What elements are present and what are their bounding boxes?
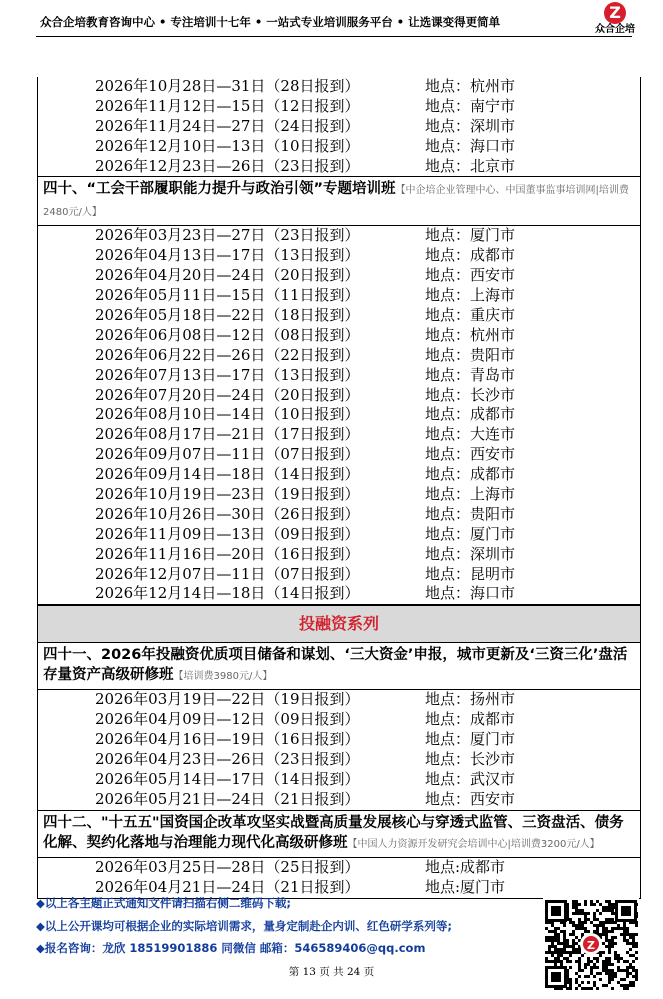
schedule-row <box>38 326 640 346</box>
logo-z-icon: Z <box>604 2 626 24</box>
schedule-row <box>38 584 640 604</box>
course-title <box>38 177 640 226</box>
schedule-date: 2026年04月13日—17日（13日报到） <box>95 246 360 265</box>
schedule-date: 2026年05月21日—24日（21日报到） <box>95 789 360 808</box>
schedule-location: 地点：青岛市 <box>425 365 516 384</box>
schedule-location: 地点：杭州市 <box>425 325 516 344</box>
schedule-date: 2026年04月20日—24日（20日报到） <box>95 266 360 285</box>
schedule-date: 2026年11月12日—15日（12日报到） <box>95 96 360 115</box>
schedule-row <box>38 730 640 750</box>
schedule-row <box>38 386 640 406</box>
schedule-date: 2026年03月19日—22日（19日报到） <box>95 690 360 709</box>
schedule-location: 地点：西安市 <box>425 789 516 808</box>
schedule-date: 2026年07月20日—24日（20日报到） <box>95 385 360 404</box>
schedule-row <box>38 286 640 306</box>
schedule-date: 2026年12月07日—11日（07日报到） <box>95 564 360 583</box>
schedule-location: 地点：上海市 <box>425 485 516 504</box>
schedule-location: 地点：成都市 <box>425 405 516 424</box>
section-header: 投融资系列 <box>38 605 640 643</box>
schedule-row <box>38 425 640 445</box>
schedule-date: 2026年04月21日—24日（21日报到） <box>95 877 360 896</box>
course-note: 【培训费3980元/人】 <box>173 671 273 683</box>
schedule-date: 2026年10月28日—31日（28日报到） <box>95 77 360 95</box>
schedule-row <box>38 346 640 366</box>
course-note: 【中企培企业管理中心、中国董事监事培训网|培训费2480元/人】 <box>43 185 629 219</box>
schedule-block <box>38 77 640 177</box>
schedule-location: 地点：北京市 <box>425 156 516 175</box>
schedule-date: 2026年03月25日—28日（25日报到） <box>95 857 360 876</box>
schedule-row <box>38 525 640 545</box>
schedule-location: 地点：重庆市 <box>425 306 516 325</box>
schedule-location: 地点：贵阳市 <box>425 345 516 364</box>
schedule-row <box>38 97 640 117</box>
schedule-location: 地点:成都市 <box>425 857 506 876</box>
schedule-date: 2026年08月17日—21日（17日报到） <box>95 425 360 444</box>
schedule-location: 地点：成都市 <box>425 710 516 729</box>
schedule-date: 2026年09月14日—18日（14日报到） <box>95 465 360 484</box>
schedule-location: 地点：厦门市 <box>425 730 516 749</box>
schedule-date: 2026年05月18日—22日（18日报到） <box>95 306 360 325</box>
schedule-date: 2026年10月19日—23日（19日报到） <box>95 485 360 504</box>
schedule-location: 地点：海口市 <box>425 136 516 155</box>
svg-text:Z: Z <box>587 939 595 952</box>
schedule-row <box>38 790 640 810</box>
footer-note-contact[interactable]: ◆报名咨询：龙欣 18519901886 同微信 邮箱：546589406@qq.com <box>36 941 426 955</box>
schedule-row <box>38 157 640 177</box>
company-logo <box>592 2 638 38</box>
schedule-location: 地点：杭州市 <box>425 77 516 95</box>
schedule-date: 2026年11月24日—27日（24日报到） <box>95 116 360 135</box>
header-divider <box>36 36 632 37</box>
schedule-location: 地点：南宁市 <box>425 96 516 115</box>
course-title-text: 四十、“工会干部履职能力提升与政治引领”专题培训班 <box>43 181 396 198</box>
schedule-date: 2026年05月11日—15日（11日报到） <box>95 286 360 305</box>
page-header <box>0 0 663 44</box>
schedule-row <box>38 465 640 485</box>
schedule-date: 2026年06月22日—26日（22日报到） <box>95 345 360 364</box>
schedule-location: 地点：大连市 <box>425 425 516 444</box>
schedule-block <box>38 690 640 810</box>
schedule-row <box>38 117 640 137</box>
schedule-date: 2026年03月23日—27日（23日报到） <box>95 226 360 245</box>
course-title <box>38 643 640 690</box>
schedule-row <box>38 690 640 710</box>
header-slogan: 众合企培教育咨询中心 • 专注培训十七年 • 一站式专业培训服务平台 • 让选课变得更简单 <box>40 15 501 29</box>
logo-text: 众合企培 <box>595 24 635 35</box>
schedule-row <box>38 266 640 286</box>
footer-note-download: ◆以上各主题正式通知文件请扫描右侧二维码下载; <box>36 896 291 910</box>
schedule-location: 地点：长沙市 <box>425 385 516 404</box>
schedule-date: 2026年04月09日—12日（09日报到） <box>95 710 360 729</box>
schedule-location: 地点：深圳市 <box>425 116 516 135</box>
course-note: 【中国人力资源开发研究会培训中心|培训费3200元/人】 <box>347 838 600 850</box>
schedule-date: 2026年09月07日—11日（07日报到） <box>95 445 360 464</box>
page-number: 第 13 页 共 24 页 <box>288 966 375 978</box>
schedule-location: 地点：成都市 <box>425 465 516 484</box>
schedule-date: 2026年07月13日—17日（13日报到） <box>95 365 360 384</box>
footer-note-custom: ◆以上公开课均可根据企业的实际培训需求，量身定制赴企内训、红色研学系列等; <box>36 918 452 933</box>
schedule-location: 地点：扬州市 <box>425 690 516 709</box>
schedule-location: 地点：海口市 <box>425 584 516 603</box>
schedule-row <box>38 710 640 730</box>
schedule-date: 2026年11月16日—20日（16日报到） <box>95 544 360 563</box>
schedule-location: 地点：成都市 <box>425 246 516 265</box>
schedule-location: 地点：厦门市 <box>425 524 516 543</box>
schedule-row <box>38 445 640 465</box>
schedule-date: 2026年04月23日—26日（23日报到） <box>95 750 360 769</box>
schedule-date: 2026年06月08日—12日（08日报到） <box>95 325 360 344</box>
schedule-date: 2026年10月26日—30日（26日报到） <box>95 504 360 523</box>
schedule-row <box>38 246 640 266</box>
schedule-location: 地点：武汉市 <box>425 769 516 788</box>
schedule-row <box>38 137 640 157</box>
footer-notes <box>36 892 536 960</box>
schedule-location: 地点：厦门市 <box>425 226 516 245</box>
schedule-location: 地点：西安市 <box>425 266 516 285</box>
schedule-date: 2026年08月10日—14日（10日报到） <box>95 405 360 424</box>
schedule-date: 2026年05月14日—17日（14日报到） <box>95 769 360 788</box>
schedule-location: 地点：上海市 <box>425 286 516 305</box>
schedule-row <box>38 750 640 770</box>
schedule-row <box>38 366 640 386</box>
course-table <box>37 77 641 899</box>
schedule-location: 地点：贵阳市 <box>425 504 516 523</box>
schedule-location: 地点：深圳市 <box>425 544 516 563</box>
schedule-row <box>38 770 640 790</box>
schedule-block <box>38 226 640 605</box>
course-title-text: 四十二、"十五五"国资国企改革攻坚实战暨高质量发展核心与穿透式监管、三资盘活、债务化解、契约化落地与治理能力现代化高级研修班 <box>43 814 624 851</box>
schedule-row <box>38 226 640 246</box>
schedule-row <box>38 405 640 425</box>
schedule-row <box>38 545 640 565</box>
schedule-row <box>38 565 640 585</box>
schedule-date: 2026年11月09日—13日（09日报到） <box>95 524 360 543</box>
schedule-row <box>38 485 640 505</box>
schedule-location: 地点：西安市 <box>425 445 516 464</box>
schedule-location: 地点：长沙市 <box>425 750 516 769</box>
schedule-date: 2026年12月10日—13日（10日报到） <box>95 136 360 155</box>
schedule-location: 地点:厦门市 <box>425 877 506 896</box>
schedule-location: 地点：昆明市 <box>425 564 516 583</box>
schedule-row <box>38 858 640 878</box>
schedule-row <box>38 306 640 326</box>
course-title-text: 四十一、2026年投融资优质项目储备和谋划、‘三大资金’申报，城市更新及‘三资三化’盘活存量资产高级研修班 <box>43 647 628 684</box>
schedule-date: 2026年12月14日—18日（14日报到） <box>95 584 360 603</box>
schedule-row <box>38 505 640 525</box>
course-title <box>38 811 640 858</box>
schedule-row <box>38 77 640 97</box>
schedule-date: 2026年04月16日—19日（16日报到） <box>95 730 360 749</box>
schedule-date: 2026年12月23日—26日（23日报到） <box>95 156 360 175</box>
